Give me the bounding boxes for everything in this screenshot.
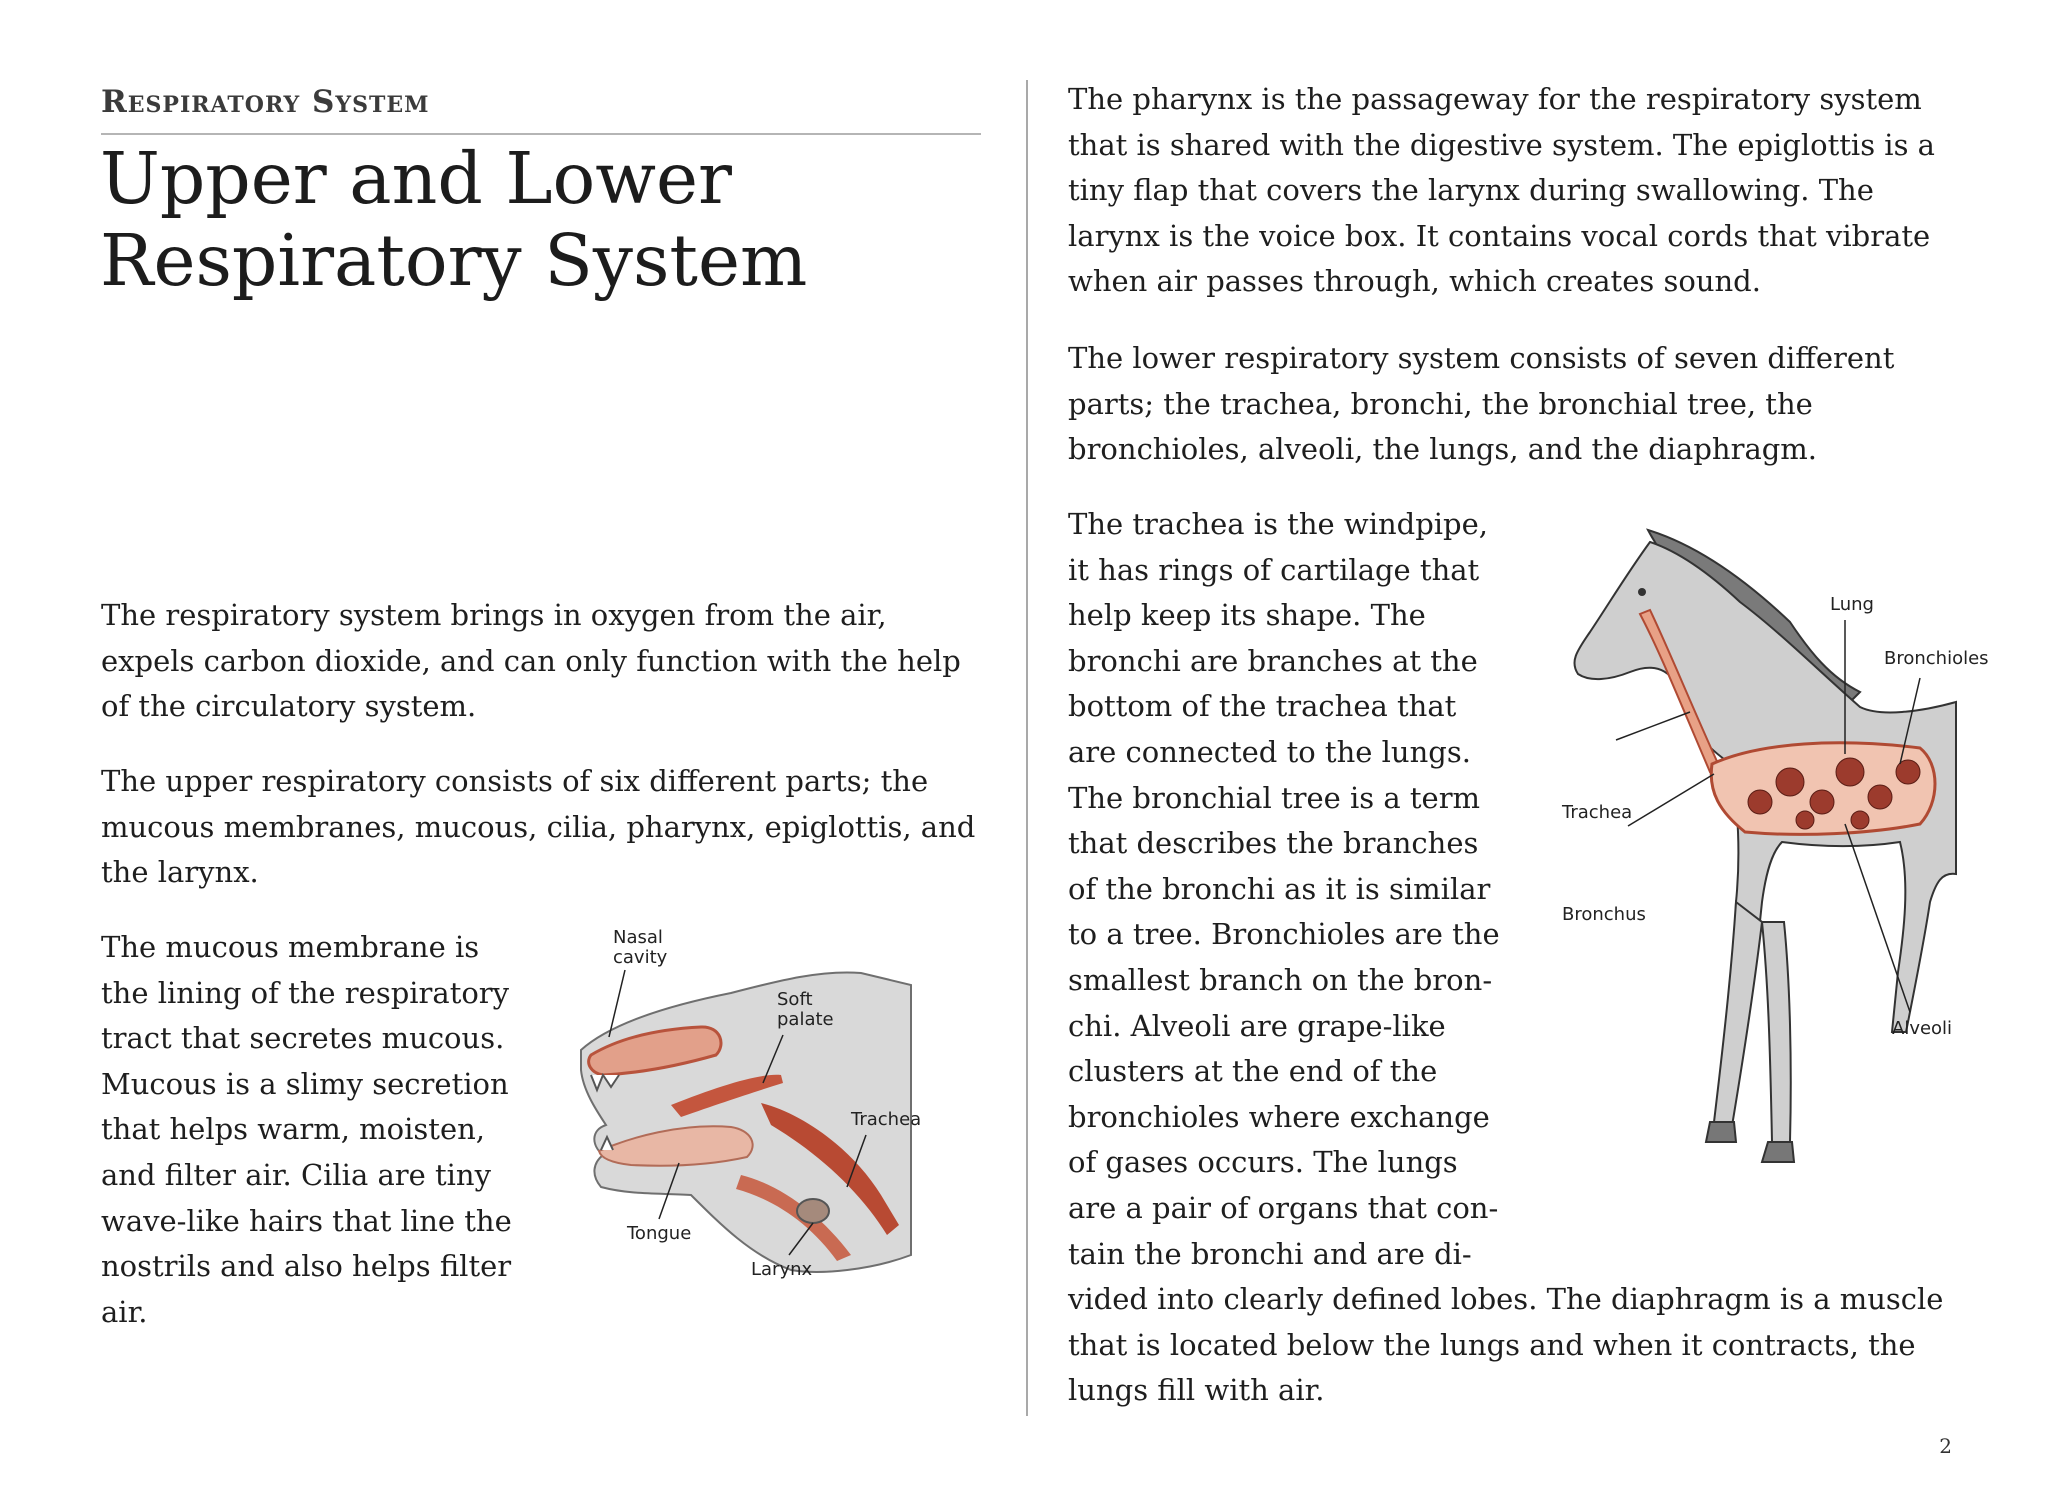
intro-paragraph: The respiratory system brings in oxygen from the air, expels carbon dioxide, and can only function with the help of the circulatory system. bbox=[101, 598, 961, 724]
trachea-paragraph: The trachea is the windpipe, it has rings of cartilage that help keep its shape. The bronchi are branches at the bottom of the trachea that are connected to the lungs. The bronchial tree is a term that describes the branches of the bronchi as it is similar to a tree. Bronchioles are the smallest branch on the bronchi. Alveoli are grape-like clusters at the end of the bronchioles where exchange of gases occurs. The lungs are a pair of organs that contain the bronchi and are divided into clearly defined lobes. The diaphragm is a muscle that is located below the lungs and when it contracts, the lungs fill with air. bbox=[1068, 507, 1944, 1408]
lower-respiratory-paragraph: The lower respiratory system consists of seven different parts; the trachea, bronchi, the bronchial tree, the bronchioles, alveoli, the lungs, and the diaphragm. bbox=[1068, 341, 1895, 467]
label-bronchus: Bronchus bbox=[1562, 904, 1646, 925]
larynx-shape bbox=[797, 1199, 829, 1223]
title-line-2: Respiratory System bbox=[100, 219, 808, 302]
header-rule bbox=[101, 133, 981, 135]
title-line-1: Upper and Lower bbox=[100, 137, 732, 220]
horse-front-legs bbox=[1714, 902, 1791, 1142]
label-larynx: Larynx bbox=[751, 1259, 813, 1280]
pharynx-paragraph: The pharynx is the passageway for the respiratory system that is shared with the digestive system. The epiglottis is a tiny flap that covers the larynx during swallowing. The larynx is the voice box. It contains vocal cords that vibrate when air passes through, which creates sound. bbox=[1068, 82, 1935, 299]
mucous-membrane-paragraph: The mucous membrane is the lining of the respiratory tract that secretes mucous. Mucous is a slimy secretion that helps warm, moisten, and filter air. Cilia are tiny wave-like hairs that line the nostrils and also helps filter air. bbox=[101, 930, 512, 1329]
label-nasal-line2: cavity bbox=[613, 947, 668, 968]
label-soft-line1: Soft bbox=[777, 989, 813, 1010]
label-lung: Lung bbox=[1830, 594, 1874, 615]
horse-figure-float bbox=[1500, 502, 1989, 1242]
dog-head-diagram bbox=[521, 925, 981, 1295]
page-number: 2 bbox=[1939, 1434, 1952, 1458]
label-tongue: Tongue bbox=[627, 1223, 692, 1244]
label-alveoli: Alveoli bbox=[1892, 1018, 1953, 1039]
upper-respiratory-paragraph: The upper respiratory consists of six different parts; the mucous membranes, mucous, cilia, pharynx, epiglottis, and the larynx. bbox=[101, 764, 976, 890]
section-heading: Respiratory System bbox=[101, 84, 430, 120]
horse-diagram bbox=[1500, 502, 1989, 1242]
column-divider bbox=[1026, 80, 1028, 1416]
page-title bbox=[100, 138, 980, 302]
label-bronchioles: Bronchioles bbox=[1884, 648, 1989, 669]
label-nasal-line1: Nasal bbox=[613, 927, 663, 948]
label-soft-line2: palate bbox=[777, 1009, 834, 1030]
head-figure-float bbox=[521, 925, 981, 1295]
horse-eye bbox=[1638, 588, 1646, 596]
trachea-section bbox=[1068, 502, 1989, 1414]
label-trachea: Trachea bbox=[851, 1109, 922, 1130]
mucous-section bbox=[101, 925, 981, 1335]
label-trachea: Trachea bbox=[1562, 802, 1633, 823]
